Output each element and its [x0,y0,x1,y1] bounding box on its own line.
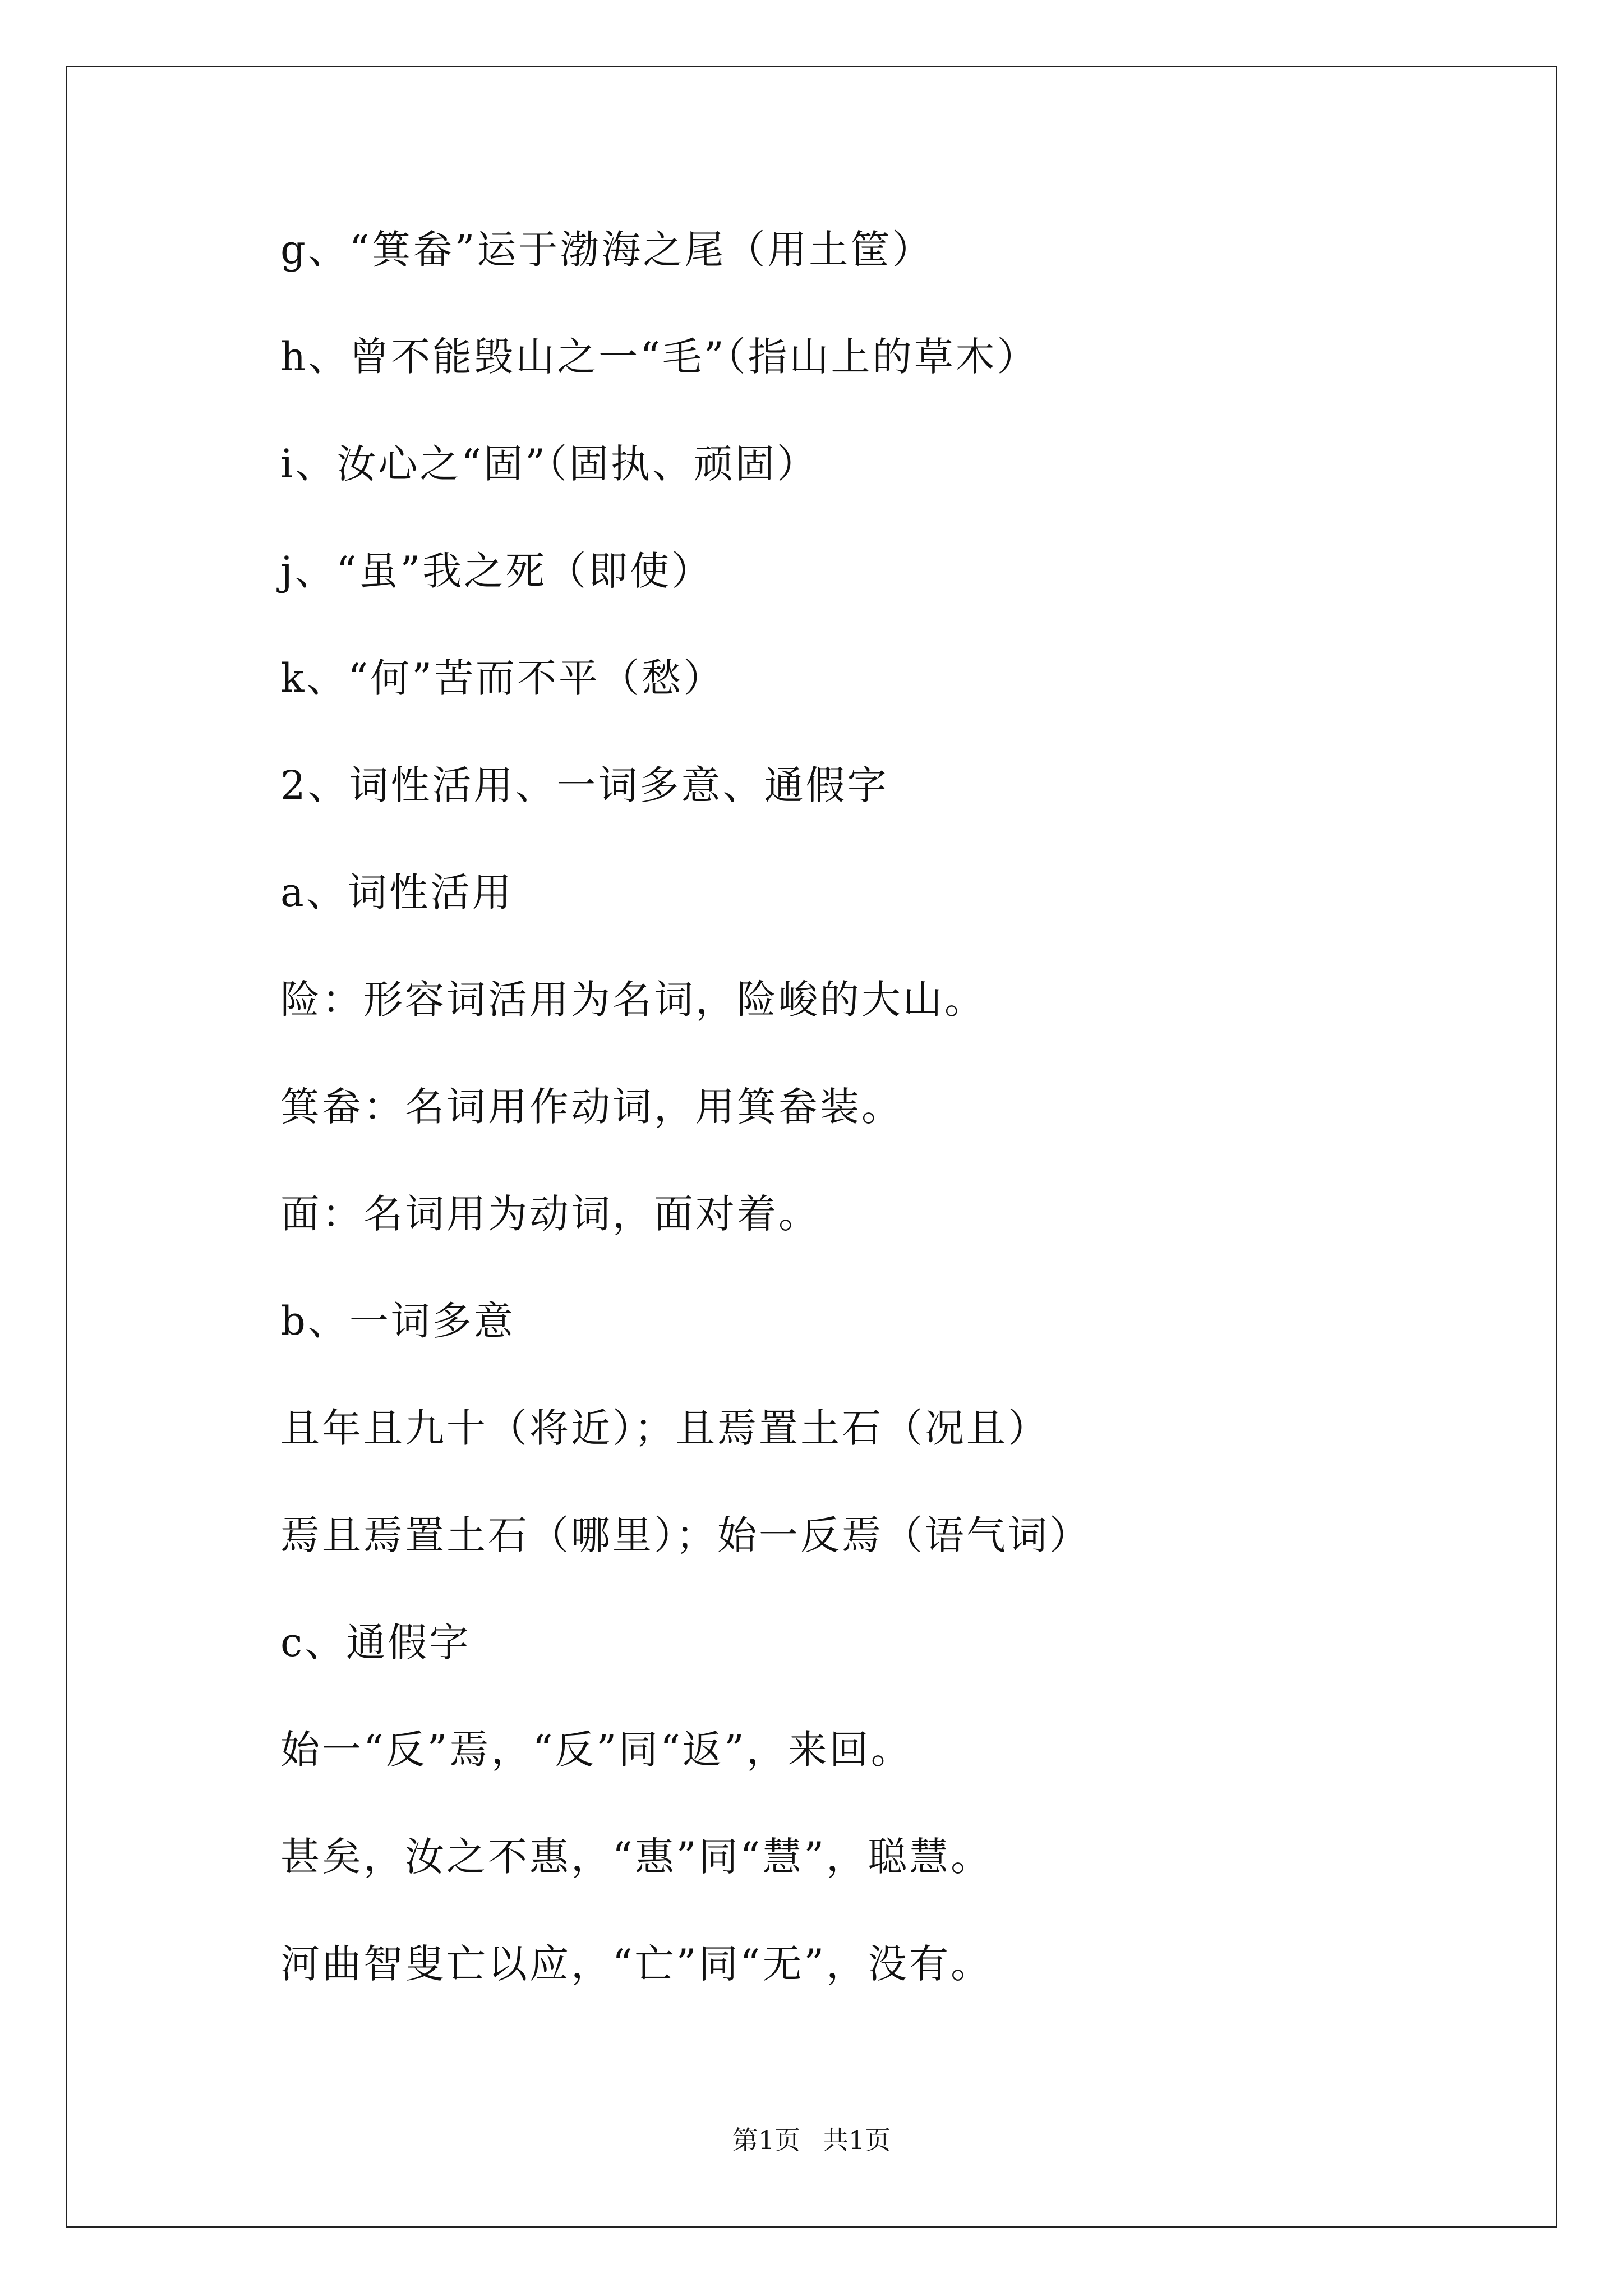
text-line: h、曾不能毁山之一“毛”（指山上的草木） [280,334,1039,380]
text-line: 面：名词用为动词，面对着。 [280,1191,820,1237]
document-body [280,0,1514,2132]
page-number-total: 共1页 [823,2125,891,2155]
text-line: 箕畚：名词用作动词，用箕畚装。 [280,1084,903,1130]
text-line: 焉且焉置土石（哪里）；始一反焉（语气词） [280,1512,1091,1558]
text-line: 始一“反”焉，“反”同“返”，来回。 [280,1727,912,1773]
text-line: a、词性活用 [280,869,514,915]
text-line: 河曲智叟亡以应，“亡”同“无”，没有。 [280,1941,993,1987]
page-number-current: 第1页 [732,2125,800,2155]
text-line: 甚矣，汝之不惠，“惠”同“慧”，聪慧。 [280,1834,993,1880]
text-line: j、“虽”我之死（即使） [280,548,713,594]
text-line: g、“箕畚”运于渤海之尾（用土筐） [280,227,934,273]
text-line: 险：形容词活用为名词，险峻的大山。 [280,977,986,1023]
page-footer [0,2120,1623,2160]
text-line: 且年且九十（将近）；且焉置土石（况且） [280,1405,1049,1451]
text-line: b、一词多意 [280,1298,515,1344]
text-line: k、“何”苦而不平（愁） [280,655,725,701]
text-line: c、通假字 [280,1619,471,1665]
text-line: 2、词性活用、一词多意、通假字 [280,762,889,808]
text-line: i、汝心之“固”（固执、顽固） [280,441,818,487]
